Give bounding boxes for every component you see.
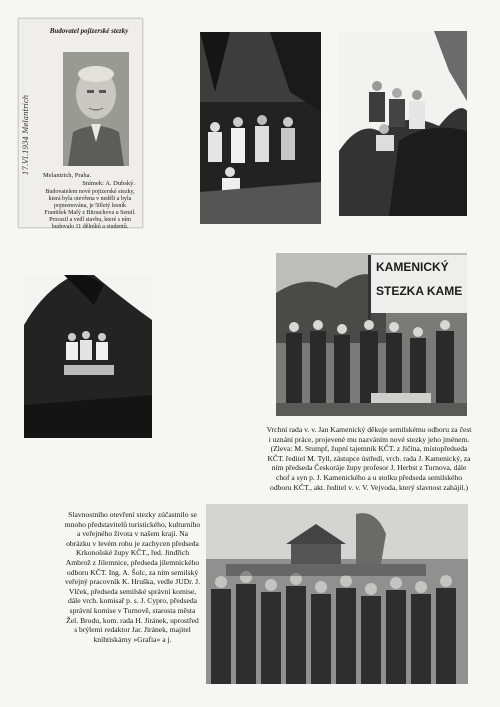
banner-text-line2: STEZKA KAME	[376, 284, 463, 298]
handwritten-date-note: 17.VI.1934 Melantrich	[22, 94, 30, 175]
banner-text-line1: KAMENICKÝ	[376, 260, 449, 274]
credit-publisher: Melantrich, Praha.	[43, 172, 92, 179]
photo-group-under-trees	[24, 275, 152, 438]
photo-hikers-rock	[339, 31, 467, 216]
photo-ceremony-banner	[276, 253, 467, 416]
caption-crowd: Slavnostního otevření stezky zúčastnilo se mnoho představitelů turistického, kulturního a veřejného života v našem kraji. Na obrázku v levém rohu je zachycen předseda Krkonošské župy KČT., řed. Jindřich Ambrož z Jilemnice, předseda jilemnického odboru KČT. Ing. A. Šolc, za ním semilský veřejný pracovník K. Hruška, vedle JUDr. J. Vlček, předseda semilské správní komise, dále vrch. komisař p. s. J. Cypro, předseda správní komise v Turnově, starosta města Žel. Brodu, kom. rada H. Jiránek, uprostřed s brýlemi redaktor Jar. Jiránek, majitel knihtiskárny »Grafia« a j.	[64, 510, 201, 644]
caption-ceremony: Vrchní rada v. v. Jan Kamenický děkuje semilskému odboru za čest i uznání práce, projevené mu nazváním nové stezky jeho jménem. (Zleva: M. Stumpf, župní tajemník KČT. z Jičína, místopředseda KČT. ředitel M. Tyll, zástupce ústředí, vrch. rada J. Kamenický, za ním předseda Českoráje župy profesor J. Herbst z Turnova, dále chof a syn p. J. Kamenického a u stolku předseda semilského odboru KČT., akt. ředitel v. v. V. Vejvoda, který slavnost zahájil.)	[266, 425, 472, 492]
photo-credit	[43, 172, 135, 188]
portrait-photo	[63, 52, 129, 166]
newspaper-clipping	[18, 18, 143, 228]
credit-photographer: Snímek: A. Dubský.	[82, 180, 135, 187]
clipping-body-text: Budovatelem nové pojizerské stezky, která byla otevřena v neděli a byla pojmenována, je 50letý lesník František Malý z Bitouchova u Semil. Prorazil a vedl stavbu, které s ním budovalo 11 dělníků a studentů.	[44, 189, 136, 230]
photo-crowd-opening	[206, 504, 468, 684]
clipping-headline: Budovatel pojizerské stezky	[49, 27, 129, 35]
photo-hikers-forest	[200, 32, 321, 224]
